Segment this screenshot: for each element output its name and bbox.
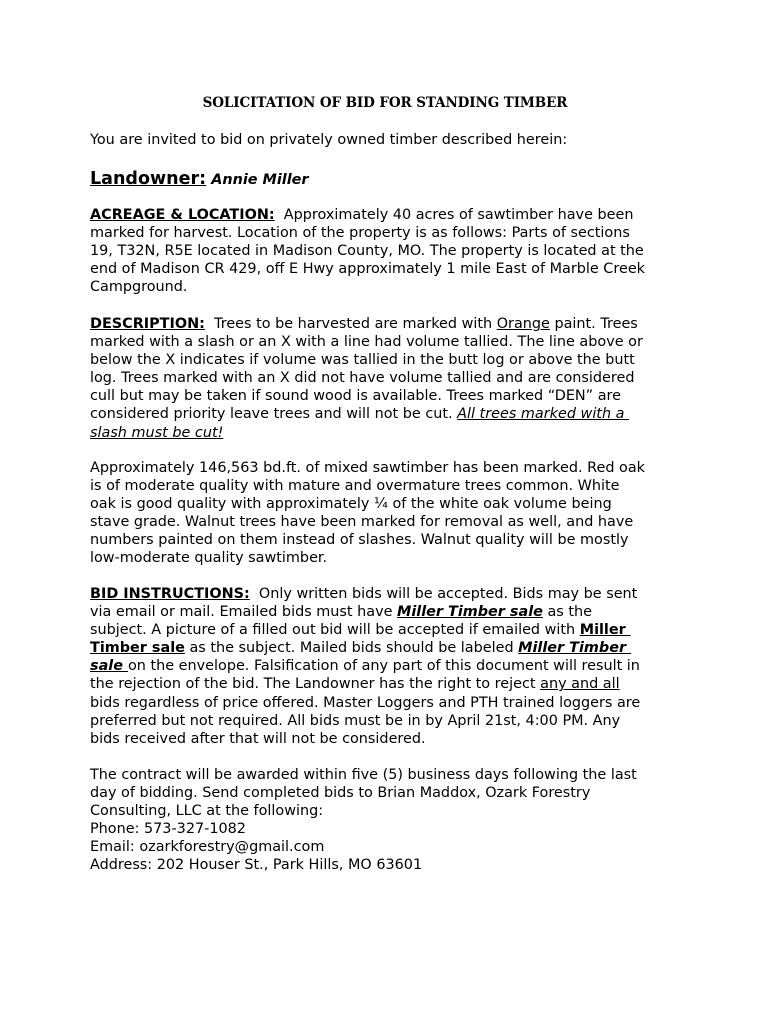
bid-text: on the envelope. Falsification of any part of this document will result in <box>127 658 640 675</box>
bid-instructions-heading: BID INSTRUCTIONS: <box>90 586 250 602</box>
bid-line: bids regardless of price offered. Master Loggers and PTH trained loggers are <box>90 694 641 711</box>
contract-section <box>90 766 678 875</box>
volume-line: numbers painted on them instead of slashes. Walnut quality will be mostly <box>90 532 629 549</box>
bid-text: the rejection of the bid. The Landowner has the right to reject <box>90 676 541 693</box>
landowner-name: Annie Miller <box>211 172 309 188</box>
intro-text: You are invited to bid on privately owned timber described herein: <box>90 132 568 148</box>
bid-line: preferred but not required. All bids must be in by April 21st, 4:00 PM. Any <box>90 712 621 729</box>
slash-cut-note: slash must be cut! <box>90 424 224 441</box>
description-text: Trees to be harvested are marked with <box>214 316 497 332</box>
description-line: below the X indicates if volume was tallied in the butt log or above the butt <box>90 352 635 369</box>
acreage-line: Approximately 40 acres of sawtimber have been <box>283 207 634 223</box>
volume-line: stave grade. Walnut trees have been marked for removal as well, and have <box>90 514 634 531</box>
bid-text: subject. A picture of a filled out bid will be accepted if emailed with <box>90 622 580 639</box>
acreage-line: marked for harvest. Location of the property is as follows: Parts of sections <box>90 225 630 242</box>
picture-subject-label: Timber sale <box>90 640 185 657</box>
volume-line: is of moderate quality with mature and overmature trees common. White <box>90 478 620 495</box>
contact-phone: Phone: 573-327-1082 <box>90 821 246 838</box>
description-heading: DESCRIPTION: <box>90 316 205 332</box>
email-subject-label: Miller Timber sale <box>397 604 543 621</box>
contract-line: Consulting, LLC at the following: <box>90 803 324 820</box>
slash-cut-note: All trees marked with a <box>457 406 630 423</box>
page-title: SOLICITATION OF BID FOR STANDING TIMBER <box>202 95 568 111</box>
any-and-all-text: any and all <box>540 676 620 693</box>
bid-text: Only written bids will be accepted. Bids may be sent <box>258 586 638 602</box>
description-text: considered priority leave trees and will not be cut. <box>90 406 458 423</box>
acreage-heading: ACREAGE & LOCATION: <box>90 207 275 223</box>
picture-subject-label: Miller <box>579 622 631 639</box>
acreage-line: 19, T32N, R5E located in Madison County, MO. The property is located at the <box>90 243 644 260</box>
orange-paint-text: Orange <box>496 316 550 332</box>
bid-instructions-section <box>90 585 678 748</box>
acreage-line: end of Madison CR 429, off E Hwy approximately 1 mile East of Marble Creek <box>90 261 646 278</box>
description-line: log. Trees marked with an X did not have volume tallied and are considered <box>90 370 635 387</box>
description-line: cull but may be taken if sound wood is available. Trees marked “DEN” are <box>90 388 621 405</box>
contract-line: day of bidding. Send completed bids to Brian Maddox, Ozark Forestry <box>90 785 591 802</box>
landowner-line <box>90 167 690 192</box>
description-text: paint. Trees <box>549 316 638 332</box>
mail-label: sale <box>90 658 128 675</box>
bid-line: bids received after that will not be considered. <box>90 730 426 747</box>
description-section <box>90 315 678 442</box>
acreage-line: Campground. <box>90 279 188 296</box>
bid-text: as the <box>542 604 592 621</box>
description-line: marked with a slash or an X with a line had volume tallied. The line above or <box>90 334 643 351</box>
acreage-section <box>90 206 678 296</box>
contact-email: Email: ozarkforestry@gmail.com <box>90 839 325 856</box>
bid-text: as the subject. Mailed bids should be labeled <box>184 640 519 657</box>
volume-line: Approximately 146,563 bd.ft. of mixed sawtimber has been marked. Red oak <box>90 460 645 476</box>
contract-line: The contract will be awarded within five (5) business days following the last <box>90 767 637 783</box>
mail-label: Miller Timber <box>518 640 632 657</box>
volume-line: low-moderate quality sawtimber. <box>90 550 328 567</box>
volume-line: oak is good quality with approximately ¼ of the white oak volume being <box>90 496 612 513</box>
volume-section <box>90 459 678 568</box>
landowner-label: Landowner: <box>90 169 207 189</box>
contact-address: Address: 202 Houser St., Park Hills, MO 63601 <box>90 857 423 874</box>
bid-text: via email or mail. Emailed bids must have <box>90 604 398 621</box>
